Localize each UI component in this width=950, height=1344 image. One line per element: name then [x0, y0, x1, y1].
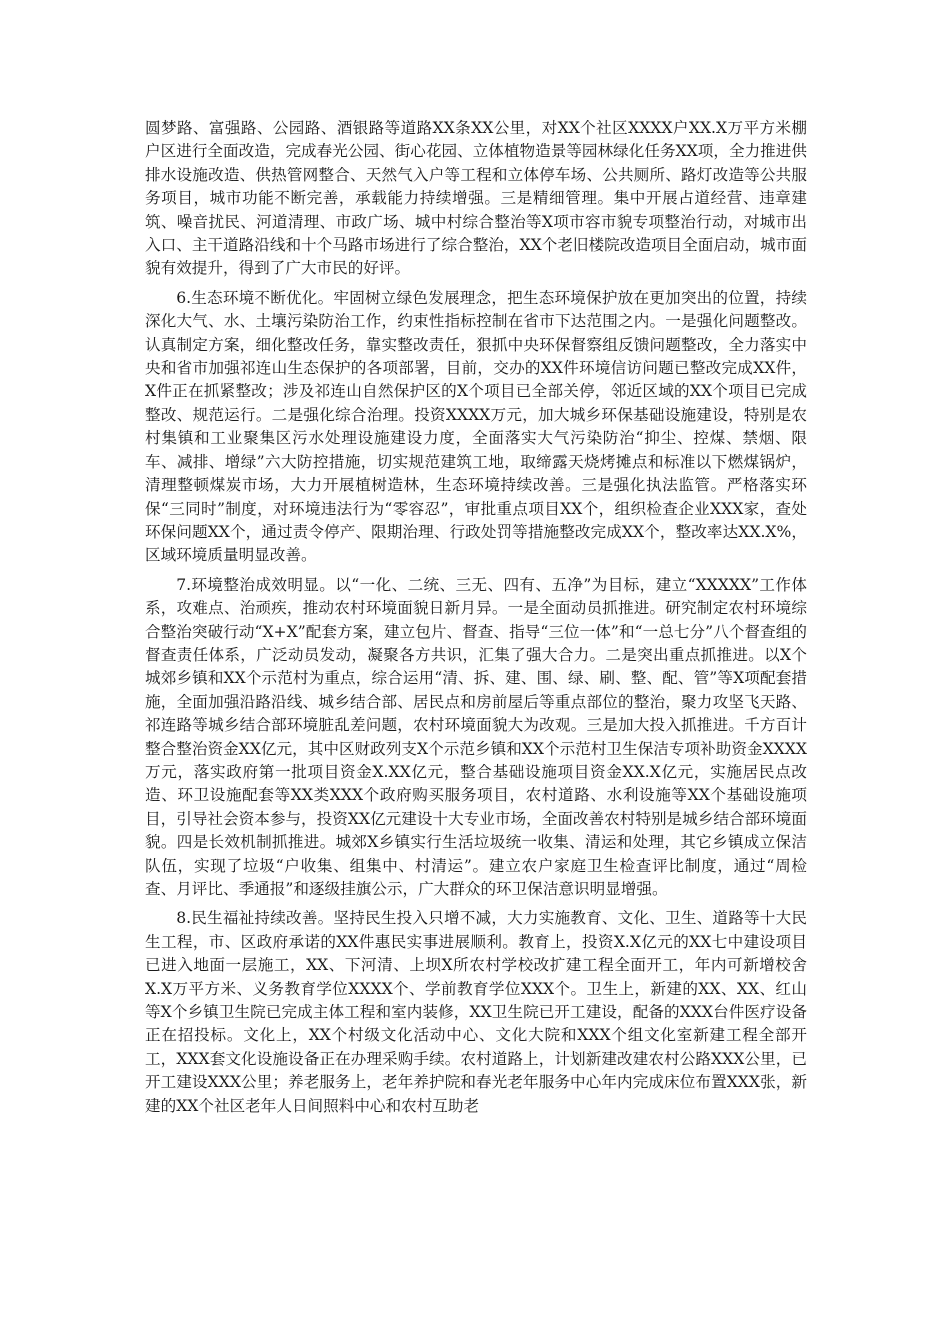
document-body — [145, 117, 807, 1124]
paragraph-people-livelihood: 8.民生福祉持续改善。坚持民生投入只增不减，大力实施教育、文化、卫生、道路等十大民生工程，市、区政府承诺的XX件惠民实事进展顺利。教育上，投资X.X亿元的XX七中建设项目已进入地面一层施工，XX、下河清、上坝X所农村学校改扩建工程全面开工，年内可新增校舍X.X万平方米、义务教育学位XXXX个、学前教育学位XXX个。卫生上，新建的XX、XX、红山等X个乡镇卫生院已完成主体工程和室内装修，XX卫生院已开工建设，配备的XXX台件医疗设备正在招投标。文化上，XX个村级文化活动中心、文化大院和XXX个组文化室新建工程全部开工，XXX套文化设施设备正在办理采购手续。农村道路上，计划新建改建农村公路XXX公里，已开工建设XXX公里；养老服务上，老年养护院和春光老年服务中心年内完成床位布置XXX张，新建的XX个社区老年人日间照料中心和农村互助老 — [145, 909, 807, 1115]
paragraph-environmental-remediation: 7.环境整治成效明显。以“一化、二统、三无、四有、五净”为目标，建立“XXXXX”工作体系，攻难点、治顽疾，推动农村环境面貌日新月异。一是全面动员抓推进。研究制定农村环境综合整治突破行动“X+X”配套方案，建立包片、督查、指导“三位一体”和“一总七分”八个督查组的督查责任体系，广泛动员发动，凝聚各方共识，汇集了强大合力。二是突出重点抓推进。以X个城郊乡镇和XX个示范村为重点，综合运用“清、拆、建、围、绿、刷、整、配、管”等X项配套措施，全面加强沿路沿线、城乡结合部、居民点和房前屋后等重点部位的整治，聚力攻坚飞天路、祁连路等城乡结合部环境脏乱差问题，农村环境面貌大为改观。三是加大投入抓推进。千方百计整合整治资金XX亿元，其中区财政列支X个示范乡镇和XX个示范村卫生保洁专项补助资金XXXX万元，落实政府第一批项目资金X.XX亿元，整合基础设施项目资金XX.X亿元，实施居民点改造、环卫设施配套等XX类XXX个政府购买服务项目，农村道路、水利设施等XX个基础设施项目，引导社会资本参与，投资XX亿元建设十大专业市场，全面改善农村特别是城乡结合部环境面貌。四是长效机制抓推进。城郊X乡镇实行生活垃圾统一收集、清运和处理，其它乡镇成立保洁队伍，实现了垃圾“户收集、组集中、村清运”。建立农户家庭卫生检查评比制度，通过“周检查、月评比、季通报”和逐级挂旗公示，广大群众的环卫保洁意识明显增强。 — [145, 575, 807, 898]
paragraph-urban-construction-continued: 圆梦路、富强路、公园路、酒银路等道路XX条XX公里，对XX个社区XXXX户XX.X万平方米棚户区进行全面改造，完成春光公园、街心花园、立体植物造景等园林绿化任务XX项，全力推进供排水设施改造、供热管网整合、天然气入户等工程和立体停车场、公共厕所、路灯改造等公共服务项目，城市功能不断完善，承载能力持续增强。三是精细管理。集中开展占道经营、违章建筑、噪音扰民、河道清理、市政广场、城中村综合整治等X项市容市貌专项整治行动，对城市出入口、主干道路沿线和十个马路市场进行了综合整治，XX个老旧楼院改造项目全面启动，城市面貌有效提升，得到了广大市民的好评。 — [145, 119, 807, 278]
paragraph-ecological-environment: 6.生态环境不断优化。牢固树立绿色发展理念，把生态环境保护放在更加突出的位置，持续深化大气、水、土壤污染防治工作，约束性指标控制在省市下达范围之内。一是强化问题整改。认真制定方案，细化整改任务，靠实整改责任，狠抓中央环保督察组反馈问题整改，全力落实中央和省市加强祁连山生态保护的各项部署，目前，交办的XX件环境信访问题已整改完成XX件，X件正在抓紧整改；涉及祁连山自然保护区的X个项目已全部关停，邻近区域的XX个项目已完成整改、规范运行。二是强化综合治理。投资XXXX万元，加大城乡环保基础设施建设，特别是农村集镇和工业聚集区污水处理设施建设力度，全面落实大气污染防治“抑尘、控煤、禁烟、限车、减排、增绿”六大防控措施，切实规范建筑工地，取缔露天烧烤摊点和标准以下燃煤锅炉，清理整顿煤炭市场，大力开展植树造林，生态环境持续改善。三是强化执法监管。严格落实环保“三同时”制度，对环境违法行为“零容忍”，审批重点项目XX个，组织检查企业XXX家，查处环保问题XX个，通过责令停产、限期治理、行政处罚等措施整改完成XX个，整改率达XX.X%，区域环境质量明显改善。 — [145, 288, 807, 565]
